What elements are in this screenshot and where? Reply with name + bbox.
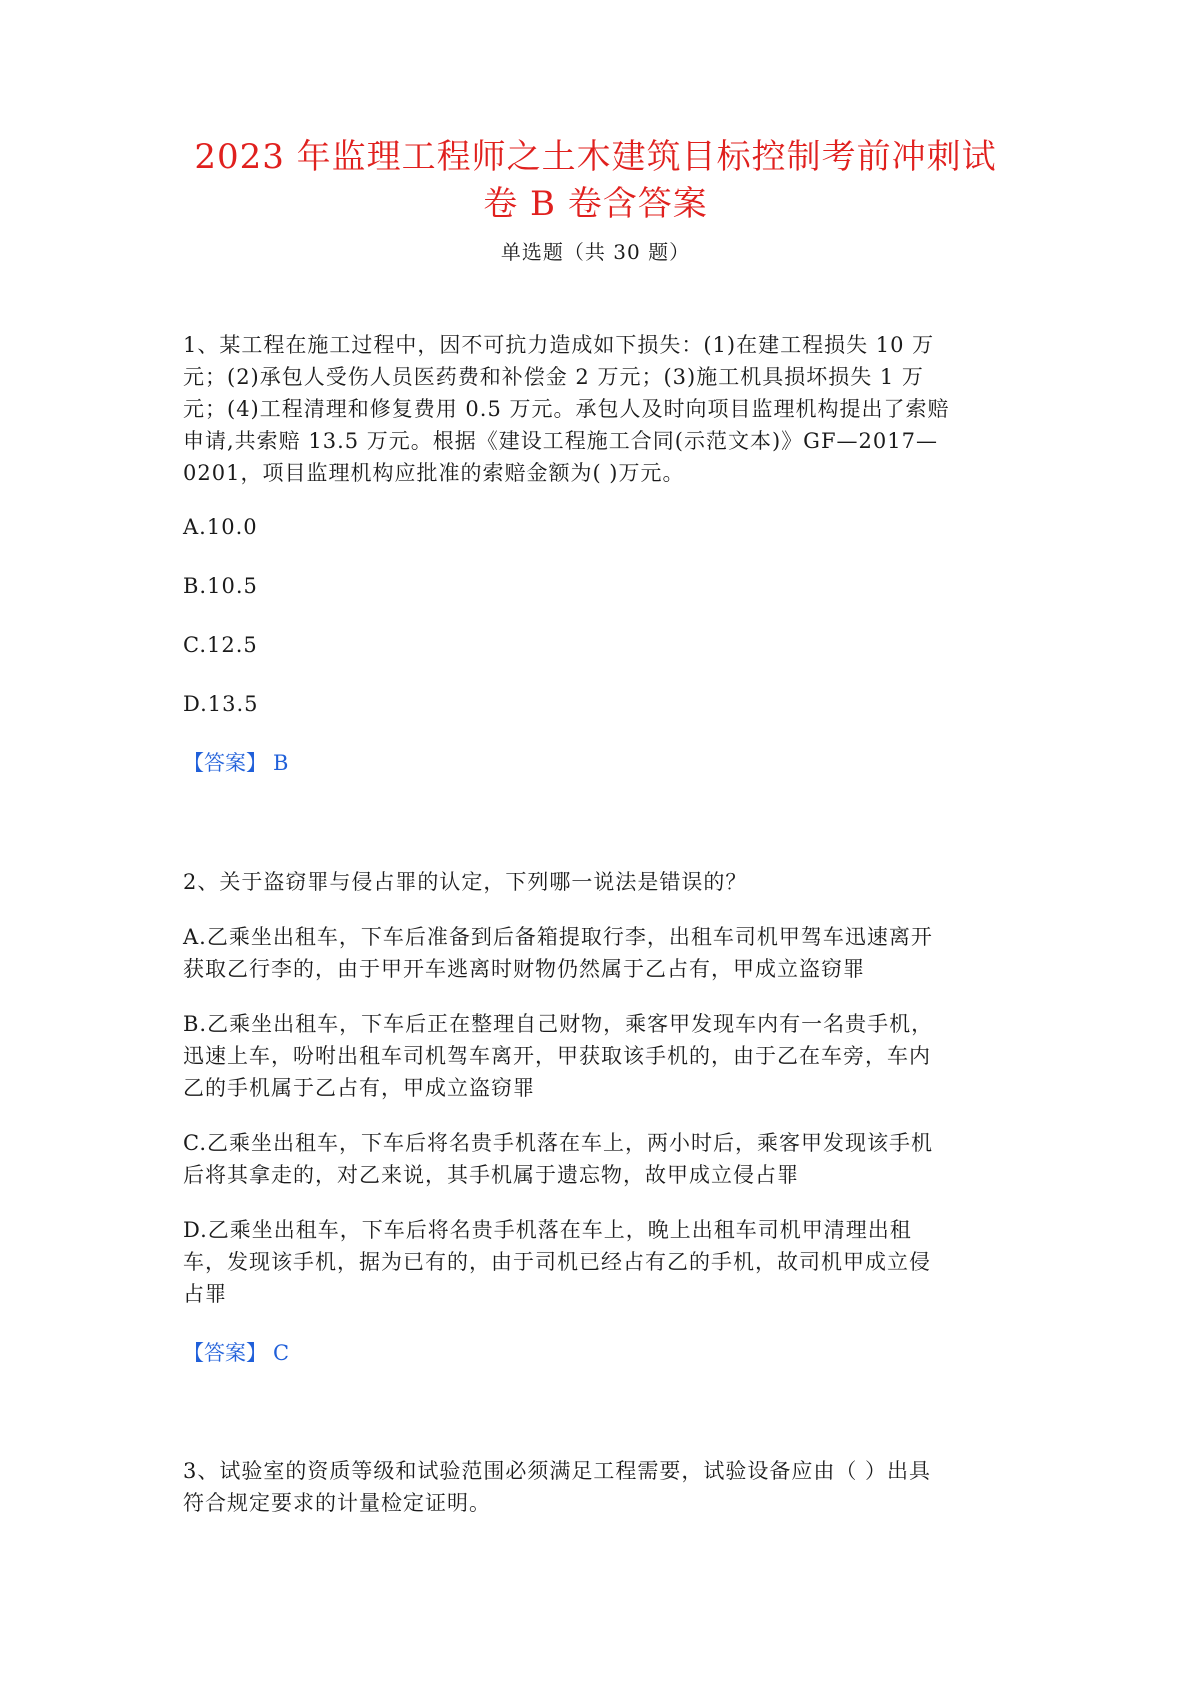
question-3-text-line: 3、试验室的资质等级和试验范围必须满足工程需要，试验设备应由（ ）出具 [183, 1459, 932, 1483]
question-2-option-d-line: 车，发现该手机，据为已有的，由于司机已经占有乙的手机，故司机甲成立侵 [183, 1250, 931, 1274]
question-2-answer [183, 1339, 289, 1367]
question-2-option-d-line: 占罪 [183, 1282, 227, 1306]
question-1-option-a: A.10.0 [183, 515, 258, 539]
question-3-text-line: 符合规定要求的计量检定证明。 [183, 1491, 491, 1515]
answer-label: 【答案】 [183, 751, 267, 775]
question-2-option-b-line: 迅速上车，吩咐出租车司机驾车离开，甲获取该手机的，由于乙在车旁，车内 [183, 1044, 931, 1068]
question-1-option-b: B.10.5 [183, 574, 258, 598]
question-2-option-a-line: A.乙乘坐出租车，下车后准备到后备箱提取行李，出租车司机甲驾车迅速离开 [183, 925, 933, 949]
question-1-text-line: 申请,共索赔 13.5 万元。根据《建设工程施工合同(示范文本)》GF—2017— [183, 429, 938, 453]
question-1-text-line: 元；(4)工程清理和修复费用 0.5 万元。承包人及时向项目监理机构提出了索赔 [183, 397, 950, 421]
question-2-option-c-line: C.乙乘坐出租车，下车后将名贵手机落在车上，两小时后，乘客甲发现该手机 [183, 1131, 933, 1155]
question-2-option-b-line: B.乙乘坐出租车，下车后正在整理自己财物，乘客甲发现车内有一名贵手机， [183, 1012, 934, 1036]
question-1-text-line: 1、某工程在施工过程中，因不可抗力造成如下损失：(1)在建工程损失 10 万 [183, 333, 935, 357]
answer-value: C [273, 1341, 290, 1365]
question-2-option-a-line: 获取乙行李的，由于甲开车逃离时财物仍然属于乙占有，甲成立盗窃罪 [183, 957, 865, 981]
question-1-text-line: 元；(2)承包人受伤人员医药费和补偿金 2 万元；(3)施工机具损坏损失 1 万 [183, 365, 924, 389]
section-heading: 单选题（共 30 题） [500, 240, 691, 264]
question-1-text-line: 0201，项目监理机构应批准的索赔金额为( )万元。 [183, 461, 685, 485]
question-1-answer [183, 749, 288, 777]
answer-label: 【答案】 [183, 1341, 267, 1365]
question-2-option-d-line: D.乙乘坐出租车，下车后将名贵手机落在车上，晚上出租车司机甲清理出租 [183, 1218, 912, 1242]
question-1-option-d: D.13.5 [183, 692, 259, 716]
document-title-line-2: 卷 B 卷含答案 [483, 184, 708, 224]
question-2-option-b-line: 乙的手机属于乙占有，甲成立盗窃罪 [183, 1076, 535, 1100]
document-title-line-1: 2023 年监理工程师之土木建筑目标控制考前冲刺试 [194, 137, 997, 177]
answer-value: B [273, 751, 289, 775]
question-2-stem: 2、关于盗窃罪与侵占罪的认定，下列哪一说法是错误的？ [183, 870, 748, 894]
question-1-option-c: C.12.5 [183, 633, 258, 657]
question-2-option-c-line: 后将其拿走的，对乙来说，其手机属于遗忘物，故甲成立侵占罪 [183, 1163, 799, 1187]
